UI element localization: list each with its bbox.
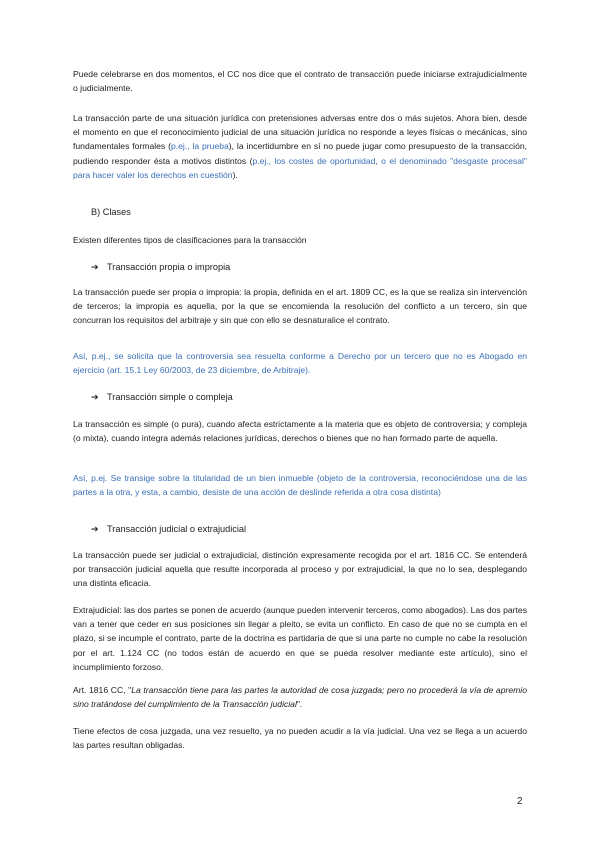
bullet-label: Transacción propia o impropia bbox=[107, 262, 231, 272]
p2-example-costes: p.ej., los costes de oportunidad, o el denominado "desgaste procesal" para hacer valer los derechos en cuestión bbox=[73, 155, 527, 180]
paragraph-cosa-juzgada: Tiene efectos de cosa juzgada, una vez resuelto, ya no pueden acudir a la vía judicial. Una vez se llega a un acuerdo las partes resultan obligadas. bbox=[73, 726, 527, 751]
p2-text-c: ). bbox=[232, 169, 238, 180]
bullet-label: Transacción simple o compleja bbox=[107, 392, 233, 402]
p9-quote: La transacción tiene para las partes la autoridad de cosa juzgada; pero no procederá la vía de apremio sino tratándose del cumplimiento de la Transacción judicial bbox=[73, 685, 527, 710]
paragraph-art-1816 bbox=[73, 683, 527, 711]
p2-text-a: La transacción parte de una situación jurídica con pretensiones adversas entre dos o más sujetos. Ahora bien, desde el momento en que el reconocimiento judicial de una situación jurídica no responde a leyes físicas o mecánicas, sino fundamentales formales ( bbox=[73, 113, 527, 152]
bullet-simple-compleja bbox=[91, 390, 233, 404]
bullet-propia-impropia bbox=[91, 260, 230, 274]
bullet-judicial-extrajudicial bbox=[91, 522, 246, 536]
p9-prefix: Art. 1816 CC, " bbox=[73, 685, 132, 695]
paragraph-extrajudicial: Extrajudicial: las dos partes se ponen de acuerdo (aunque pueden intervenir terceros, como abogados). Las dos partes van a tener que ceder en sus posiciones sin llegar a pleito, se evita un conflicto. En caso de que no se cumpla en el plazo, si se incumple el contrato, parte de la doctrina es partidaria de que si una parte no cumple no cabe la resolución por el art. 1.124 CC (no todos están de acuerdo en que se pueda resolver mediante este artículo), sino el incumplimiento forzoso. bbox=[73, 605, 527, 672]
paragraph-judicial-extrajudicial: La transacción puede ser judicial o extrajudicial, distinción expresamente recogida por el art. 1816 CC. Se entenderá por transacción judicial aquella que resulte incorporada al proceso y por extrajudicial, la que no lo sea, desplegando una distinta eficacia. bbox=[73, 550, 527, 589]
paragraph-propia-impropia: La transacción puede ser propia o impropia: la propia, definida en el art. 1809 CC, es la que se realiza sin intervención de terceros; la impropia es aquella, por la que se encomienda la resolución del conflicto a un tercero, sin que concurran los requisitos del arbitraje y sin que con ello se desnaturalice el contrato. bbox=[73, 287, 527, 326]
p2-text-b: ), la incertidumbre en sí no puede jugar como presupuesto de la transacción, pudiendo responder ésta a motivos distintos ( bbox=[73, 141, 528, 166]
example-arbitraje: Así, p.ej., se solicita que la controversia sea resuelta conforme a Derecho por un tercero que no es Abogado en ejercicio (art. 15.1 Ley 60/2003, de 23 diciembre, de Arbitraje). bbox=[73, 351, 527, 376]
page-number: 2 bbox=[517, 796, 523, 807]
example-inmueble: Así, p.ej. Se transige sobre la titularidad de un bien inmueble (objeto de la controversia, reconociéndose una de las partes a la otra, y esta, a cambio, desiste de una acción de deslinde referida a otra cosa distinta) bbox=[73, 473, 527, 498]
p2-example-prueba: p.ej., la prueba bbox=[170, 141, 229, 152]
paragraph-simple-compleja: La transacción es simple (o pura), cuando afecta estrictamente a la materia que es objeto de controversia; y compleja (o mixta), cuando integra además relaciones jurídicas, derechos o bienes que no han formado parte de aquella. bbox=[73, 419, 527, 444]
paragraph-situacion-juridica bbox=[73, 111, 527, 182]
bullet-label: Transacción judicial o extrajudicial bbox=[107, 524, 247, 534]
paragraph-momentos: Puede celebrarse en dos momentos, el CC nos dice que el contrato de transacción puede iniciarse extrajudicialmente o judicialmente. bbox=[73, 69, 527, 94]
paragraph-intro-clasificaciones: Existen diferentes tipos de clasificaciones para la transacción bbox=[73, 235, 307, 245]
p9-suffix: ". bbox=[296, 699, 303, 710]
arrow-icon: ➔ bbox=[91, 524, 99, 534]
section-heading-clases: B) Clases bbox=[91, 207, 131, 217]
arrow-icon: ➔ bbox=[91, 392, 99, 402]
arrow-icon: ➔ bbox=[91, 262, 99, 272]
